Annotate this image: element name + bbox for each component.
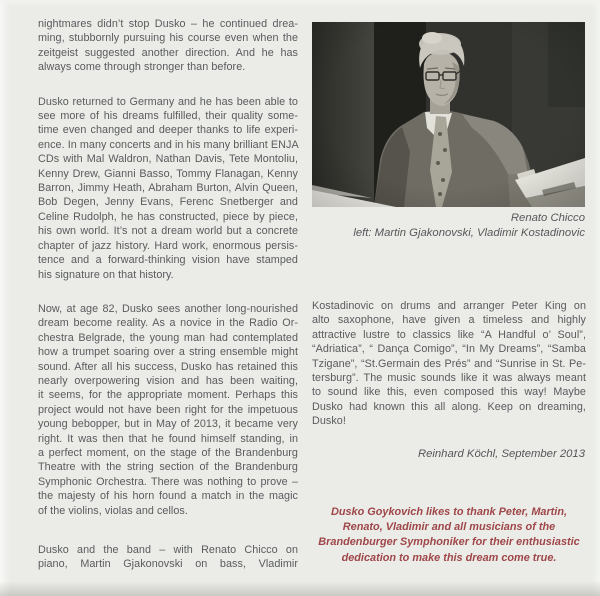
paragraph-2: Dusko returned to Germany and he has been able to see more of his dreams fulfilled, their quality some- time even changed and deeper thanks to life experi- ence. In many concerts and in his many brilliant ENJA CDs with Mal Waldron, Nathan Davis, Tete Montoliu, Kenny Drew, Gianni Basso, Tommy Flanagan, Kenny Barron, Jimmy Heath, Abraham Burton, Alvin Queen, Bob Degen, Jenny Evans, Ferenc Snetberger and Celine Rudolph, he has constructed, piece by piece, his own world. It’s not a dream world but a concrete chapter of jazz history. Hard work, enormous persis- tence and a forward-thinking vision have stamped his signature on that history. [38, 95, 299, 281]
scan-edge-top [0, 0, 600, 6]
paragraph-5: Kostadinovic on drums and arranger Peter King on alto saxophone, have given a timeless and highly attractive lustre to classics like “A Handful o’ Soul”, “Adriatica”, “ Dança Comigo”, “In My Dreams”, “Samba Tzigane”, “St.Germain des Prés” and “Sunrise in St. Pe- tersburg”. The music sounds like it was always meant to sound like this, even composed this way! Maybe Dusko had known this all along. Keep on dreaming, Dusko! [312, 300, 586, 428]
author-byline: Reinhard Köchl, September 2013 [417, 448, 585, 460]
paragraph-4: Dusko and the band – with Renato Chicco on piano, Martin Gjakonovski on bass, Vladimir [38, 544, 298, 571]
thanks-note: Dusko Goykovich likes to thank Peter, Martin, Renato, Vladimir and all musicians of the Brandenburger Symphoniker for their enthusiastic dedication to make this dream come true. [318, 506, 580, 564]
scan-edge-left [0, 0, 10, 596]
paragraph-3: Now, at age 82, Dusko sees another long-nourished dream become reality. As a novice in the Radio Or- chestra Belgrade, the young man had contemplated how a trumpet soaring over a string ensemble might sound. After all his success, Dusko has retained this nearly overpowering vision and has been waiting, it seems, for the appropriate moment. Perhaps this project would not have been right for the impetuous young bebopper, but in May of 2013, it became very right. It was then that he found himself standing, in a perfect moment, on the stage of the Brandenburg Theatre with the string section of the Brandenburg Symphonic Orchestra. There was nothing to prove – the majesty of his horn found a match in the magic of the violins, violas and cellos. [38, 302, 298, 517]
left-column [38, 17, 298, 572]
scan-edge-right [592, 0, 600, 596]
scan-edge-bottom [0, 581, 600, 596]
photo-caption: Renato Chicco left: Martin Gjakonovski, Vladimir Kostadinovic [353, 212, 585, 239]
paragraph-1: nightmares didn’t stop Dusko – he continued drea- ming, stubbornly pursuing his course even when the zeitgeist suggested another direction. And he has always come through stronger than before. [38, 18, 298, 74]
renato-chicco-photo [312, 22, 585, 207]
photo-illustration [312, 22, 585, 207]
